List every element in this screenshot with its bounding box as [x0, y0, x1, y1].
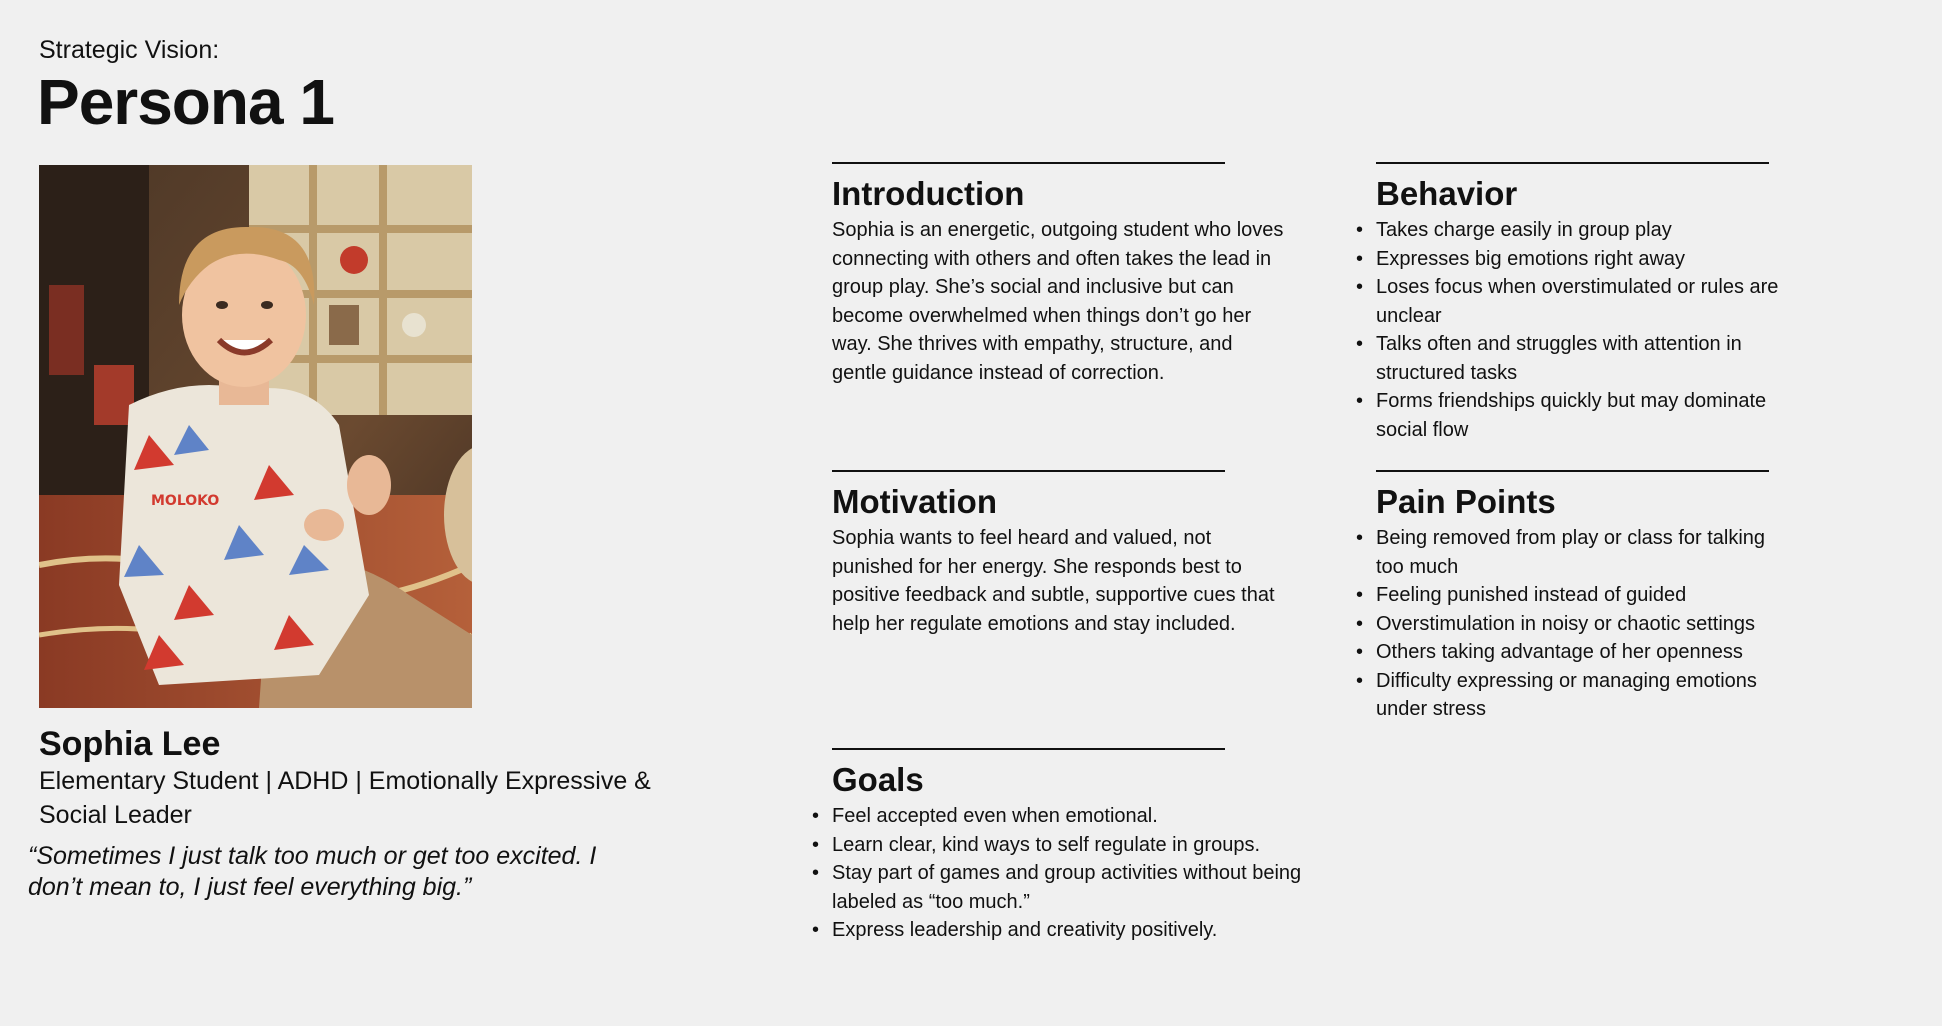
pain-point-item: • Being removed from play or class for talking too much: [1376, 524, 1786, 581]
goal-item: • Stay part of games and group activities without being labeled as “too much.”: [832, 859, 1332, 916]
motivation-section: [832, 470, 1292, 638]
goals-list: [832, 802, 1332, 945]
section-divider: [1376, 470, 1769, 472]
behavior-heading: Behavior: [1376, 175, 1518, 212]
introduction-section: [832, 162, 1292, 387]
persona-tagline: Elementary Student | ADHD | Emotionally Expressive & Social Leader: [39, 767, 651, 829]
behavior-item: • Takes charge easily in group play: [1376, 216, 1786, 245]
section-divider: [1376, 162, 1769, 164]
pain-point-item: • Overstimulation in noisy or chaotic settings: [1376, 610, 1786, 639]
section-divider: [832, 748, 1225, 750]
persona-name: Sophia Lee: [39, 725, 221, 763]
goals-section: [832, 748, 1332, 945]
goal-item: • Learn clear, kind ways to self regulate in groups.: [832, 831, 1332, 860]
pain-point-item: • Others taking advantage of her openness: [1376, 638, 1786, 667]
motivation-heading: Motivation: [832, 483, 997, 520]
goal-item: • Feel accepted even when emotional.: [832, 802, 1332, 831]
goal-item: • Express leadership and creativity positively.: [832, 916, 1332, 945]
behavior-section: [1376, 162, 1786, 444]
pain-point-item: • Difficulty expressing or managing emotions under stress: [1376, 667, 1786, 724]
persona-quote: “Sometimes I just talk too much or get too excited. I don’t mean to, I just feel everything big.”: [28, 842, 597, 901]
goals-heading: Goals: [832, 761, 924, 798]
pain-points-section: [1376, 470, 1786, 724]
persona-photo: [39, 165, 472, 708]
behavior-list: [1376, 216, 1786, 444]
page-title: Persona 1: [37, 66, 334, 138]
motivation-body: Sophia wants to feel heard and valued, not punished for her energy. She responds best to positive feedback and subtle, supportive cues that help her regulate emotions and stay included.: [832, 527, 1275, 635]
pain-points-list: [1376, 524, 1786, 724]
page-kicker: Strategic Vision:: [39, 36, 220, 64]
behavior-item: • Forms friendships quickly but may dominate social flow: [1376, 387, 1786, 444]
behavior-item: • Expresses big emotions right away: [1376, 245, 1786, 274]
behavior-item: • Talks often and struggles with attention in structured tasks: [1376, 330, 1786, 387]
sweater-print: MOLOKO: [151, 493, 220, 509]
pain-point-item: • Feeling punished instead of guided: [1376, 581, 1786, 610]
behavior-item: • Loses focus when overstimulated or rules are unclear: [1376, 273, 1786, 330]
section-divider: [832, 162, 1225, 164]
introduction-heading: Introduction: [832, 175, 1025, 212]
introduction-body: Sophia is an energetic, outgoing student who loves connecting with others and often takes the lead in group play. She’s social and inclusive but can become overwhelmed when things don’t go her way. She thrives with empathy, structure, and gentle guidance instead of correction.: [832, 219, 1284, 384]
section-divider: [832, 470, 1225, 472]
pain-points-heading: Pain Points: [1376, 483, 1556, 520]
